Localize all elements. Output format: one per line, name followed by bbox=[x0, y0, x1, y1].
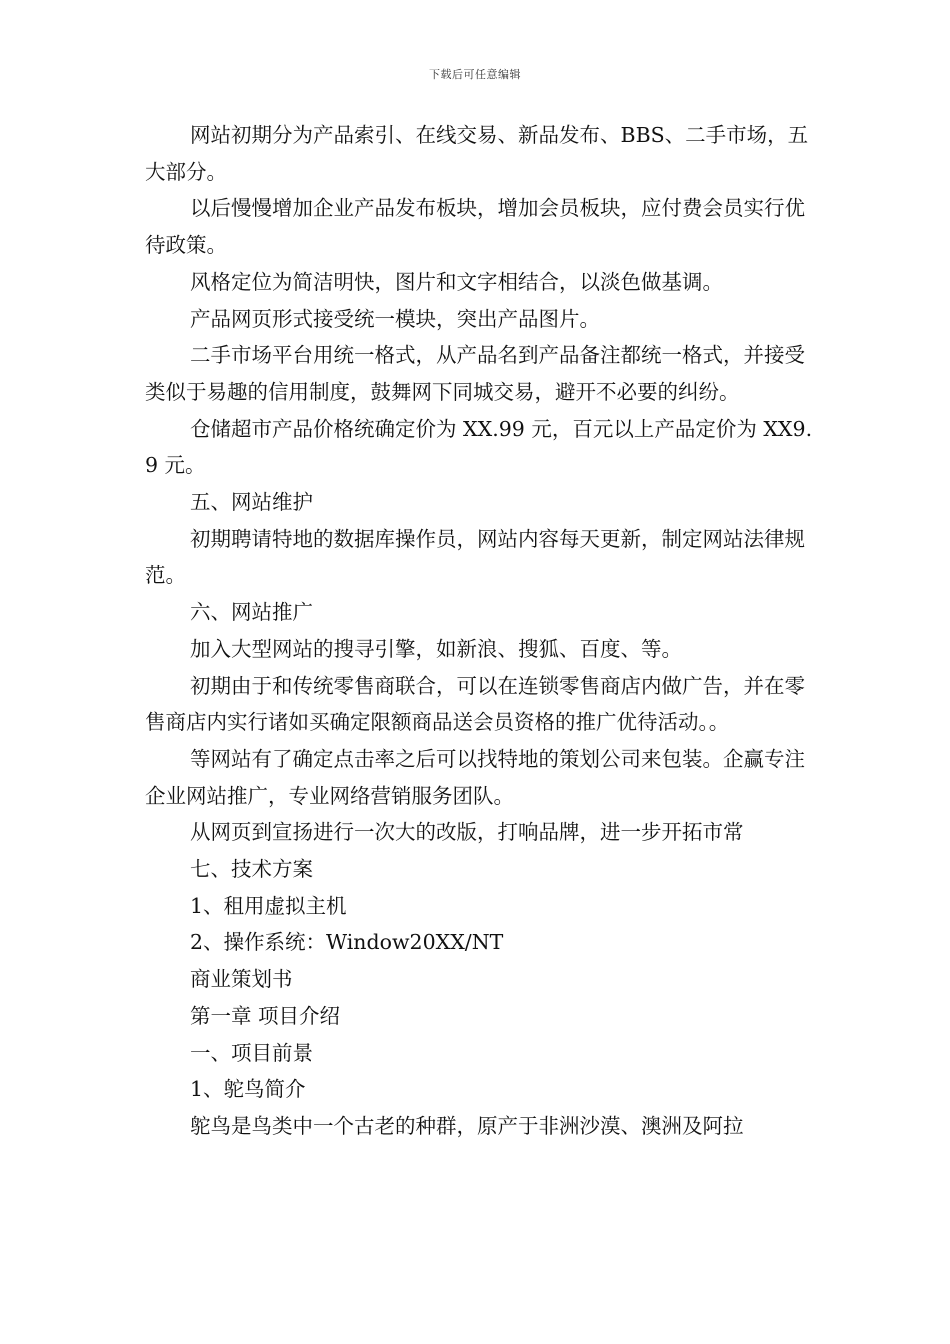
list-item: 2、操作系统：Window20XX/NT bbox=[190, 930, 504, 955]
section-heading: 五、网站维护 bbox=[190, 490, 313, 515]
paragraph: 鸵鸟是鸟类中一个古老的种群，原产于非洲沙漠、澳洲及阿拉 bbox=[190, 1113, 744, 1138]
paragraph: 以后慢慢增加企业产品发布板块，增加会员板块，应付费会员实行优待政策。 bbox=[145, 196, 805, 258]
paragraph: 初期聘请特地的数据库操作员，网站内容每天更新，制定网站法律规范。 bbox=[145, 526, 805, 588]
document-body bbox=[145, 117, 813, 1145]
list-item: 1、租用虚拟主机 bbox=[190, 893, 347, 918]
page-header: 下载后可任意编辑 bbox=[429, 68, 521, 81]
section-heading: 六、网站推广 bbox=[190, 600, 313, 625]
paragraph: 风格定位为简洁明快，图片和文字相结合，以淡色做基调。 bbox=[190, 269, 723, 294]
section-heading: 一、项目前景 bbox=[190, 1040, 313, 1065]
document-title: 商业策划书 bbox=[190, 967, 293, 992]
paragraph: 网站初期分为产品索引、在线交易、新品发布、BBS、二手市场，五大部分。 bbox=[145, 123, 809, 184]
chapter-heading: 第一章 项目介绍 bbox=[190, 1003, 341, 1028]
paragraph: 从网页到宣扬进行一次大的改版，打响品牌，进一步开拓市常 bbox=[190, 820, 744, 845]
paragraph: 产品网页形式接受统一模块，突出产品图片。 bbox=[190, 306, 600, 331]
section-heading: 七、技术方案 bbox=[190, 857, 313, 882]
paragraph: 二手市场平台用统一格式，从产品名到产品备注都统一格式，并接受类似于易趣的信用制度，鼓舞网下同城交易，避开不必要的纠纷。 bbox=[145, 343, 805, 404]
subsection-heading: 1、鸵鸟简介 bbox=[190, 1077, 306, 1102]
paragraph: 加入大型网站的搜寻引擎，如新浪、搜狐、百度、等。 bbox=[190, 636, 682, 661]
paragraph: 等网站有了确定点击率之后可以找特地的策划公司来包装。企赢专注企业网站推广，专业网络营销服务团队。 bbox=[145, 746, 805, 808]
paragraph: 仓储超市产品价格统确定价为 XX.99 元，百元以上产品定价为 XX9.9 元。 bbox=[145, 416, 813, 478]
paragraph: 初期由于和传统零售商联合，可以在连锁零售商店内做广告，并在零售商店内实行诸如买确定限额商品送会员资格的推广优待活动。。 bbox=[145, 673, 805, 735]
